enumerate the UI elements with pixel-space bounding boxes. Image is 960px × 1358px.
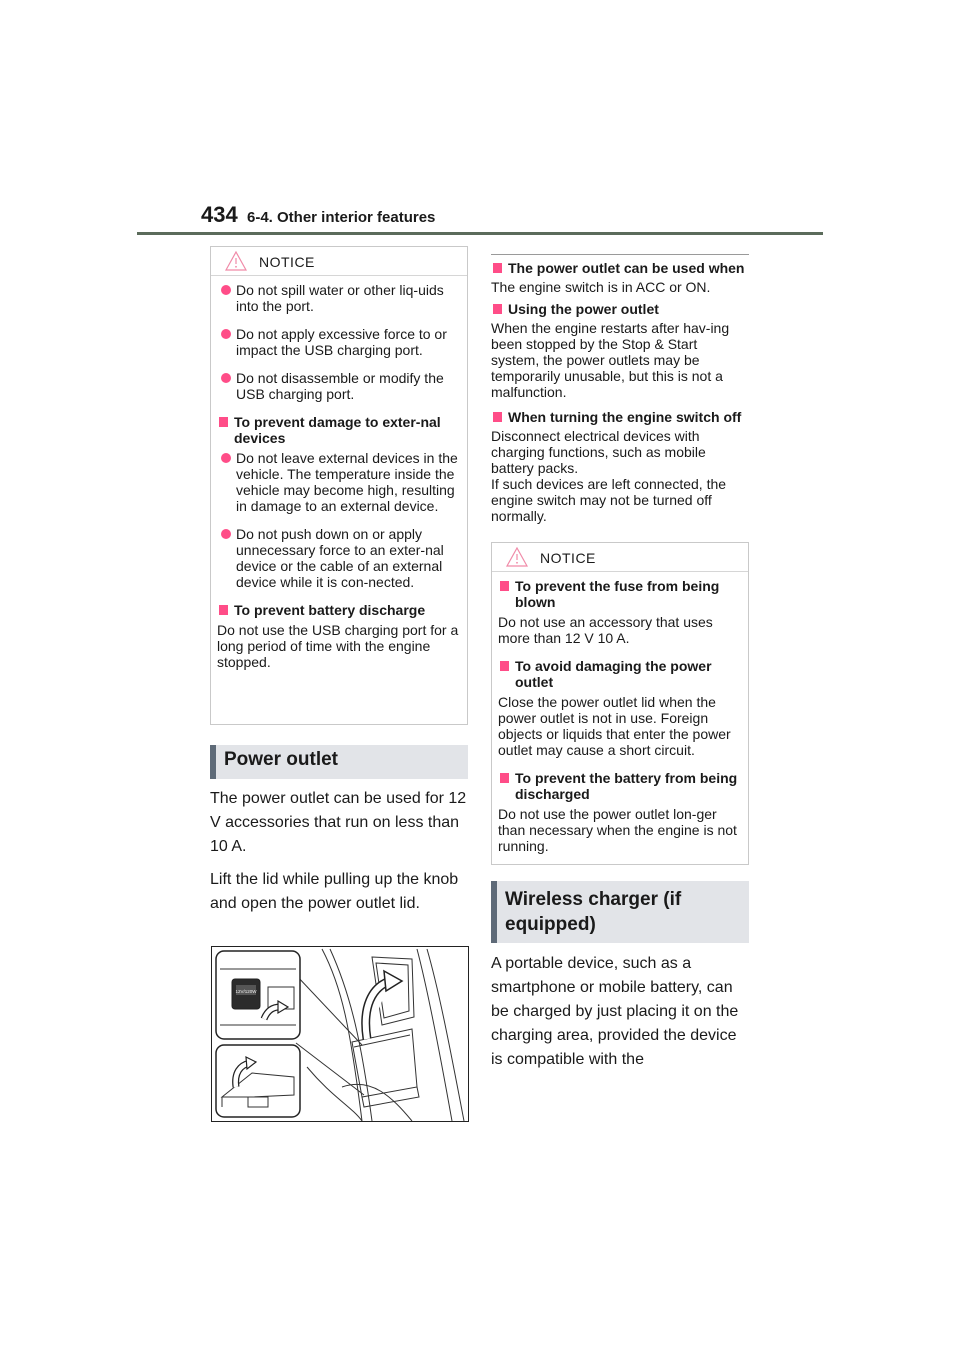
notice-item: Do not leave external devices in the vehicle. The temperature inside the vehicle may become high, resulting in damage to an external device. — [217, 450, 461, 514]
section-title: 6-4. Other interior features — [247, 209, 436, 226]
notice-body — [492, 572, 748, 864]
wireless-charger-text: A portable device, such as a smartphone or mobile battery, can be charged by just placing it on the charging area, provided the device is compatible with the — [491, 955, 739, 1068]
right-column — [491, 254, 749, 1072]
notice-heading: To prevent damage to exter-nal devices — [217, 414, 461, 446]
notice-heading: To prevent battery discharge — [217, 602, 461, 618]
notice-text: Do not use the power outlet lon-ger than necessary when the engine is not running. — [498, 806, 737, 854]
power-outlet-heading — [210, 745, 468, 779]
left-column — [210, 246, 468, 916]
notice-item: Do not spill water or other liq-uids into the port. — [217, 282, 461, 314]
notice-text: Close the power outlet lid when the power outlet is not in use. Foreign objects or liquids that enter the power outlet may cause a short circuit. — [498, 694, 731, 758]
notice-item: Do not apply excessive force to or impact the USB charging port. — [217, 326, 461, 358]
off-text-1: Disconnect electrical devices with charging functions, such as mobile battery packs. — [491, 428, 706, 476]
using-text: When the engine restarts after hav-ing been stopped by the Stop & Start system, the power outlets may be temporarily unusable, but this is not a malfunction. — [491, 320, 730, 400]
outlet-label: 12V/120W — [235, 989, 257, 994]
power-outlet-title: Power outlet — [224, 749, 339, 770]
power-outlet-illustration — [211, 946, 469, 1122]
console-drawing — [212, 947, 468, 1121]
usb-notice-box — [210, 246, 468, 725]
off-text-2: If such devices are left connected, the engine switch may not be turned off normally. — [491, 476, 727, 524]
power-outlet-instruction: Lift the lid while pulling up the knob and open the power outlet lid. — [210, 871, 459, 912]
notice-heading: To prevent the fuse from being blown — [498, 578, 742, 610]
notice-body — [211, 276, 467, 724]
page-number: 434 — [201, 202, 238, 227]
column-rule — [491, 254, 749, 255]
notice-heading: To prevent the battery from being discharged — [498, 770, 742, 802]
warning-icon — [225, 251, 247, 271]
notice-label: NOTICE — [259, 254, 315, 270]
notice-header — [211, 247, 467, 276]
warning-icon — [506, 547, 528, 567]
header-rule — [137, 232, 823, 235]
notice-header — [492, 543, 748, 572]
usable-heading: The power outlet can be used when — [491, 260, 749, 276]
power-outlet-notice-box — [491, 542, 749, 865]
notice-label: NOTICE — [540, 550, 596, 566]
power-outlet-description: The power outlet can be used for 12 V accessories that run on less than 10 A. — [210, 790, 467, 855]
notice-item: Do not disassemble or modify the USB charging port. — [217, 370, 461, 402]
off-heading: When turning the engine switch off — [491, 409, 749, 425]
notice-text: Do not use an accessory that uses more than 12 V 10 A. — [498, 614, 713, 646]
wireless-charger-heading — [491, 881, 749, 943]
notice-item: Do not push down on or apply unnecessary force to an exter-nal device or the cable of an external device while it is con-nected. — [217, 526, 461, 590]
usable-text: The engine switch is in ACC or ON. — [491, 279, 711, 295]
using-heading: Using the power outlet — [491, 301, 749, 317]
notice-heading: To avoid damaging the power outlet — [498, 658, 742, 690]
notice-text: Do not use the USB charging port for a long period of time with the engine stopped. — [217, 622, 459, 670]
wireless-charger-title: Wireless charger (if equipped) — [505, 889, 682, 935]
